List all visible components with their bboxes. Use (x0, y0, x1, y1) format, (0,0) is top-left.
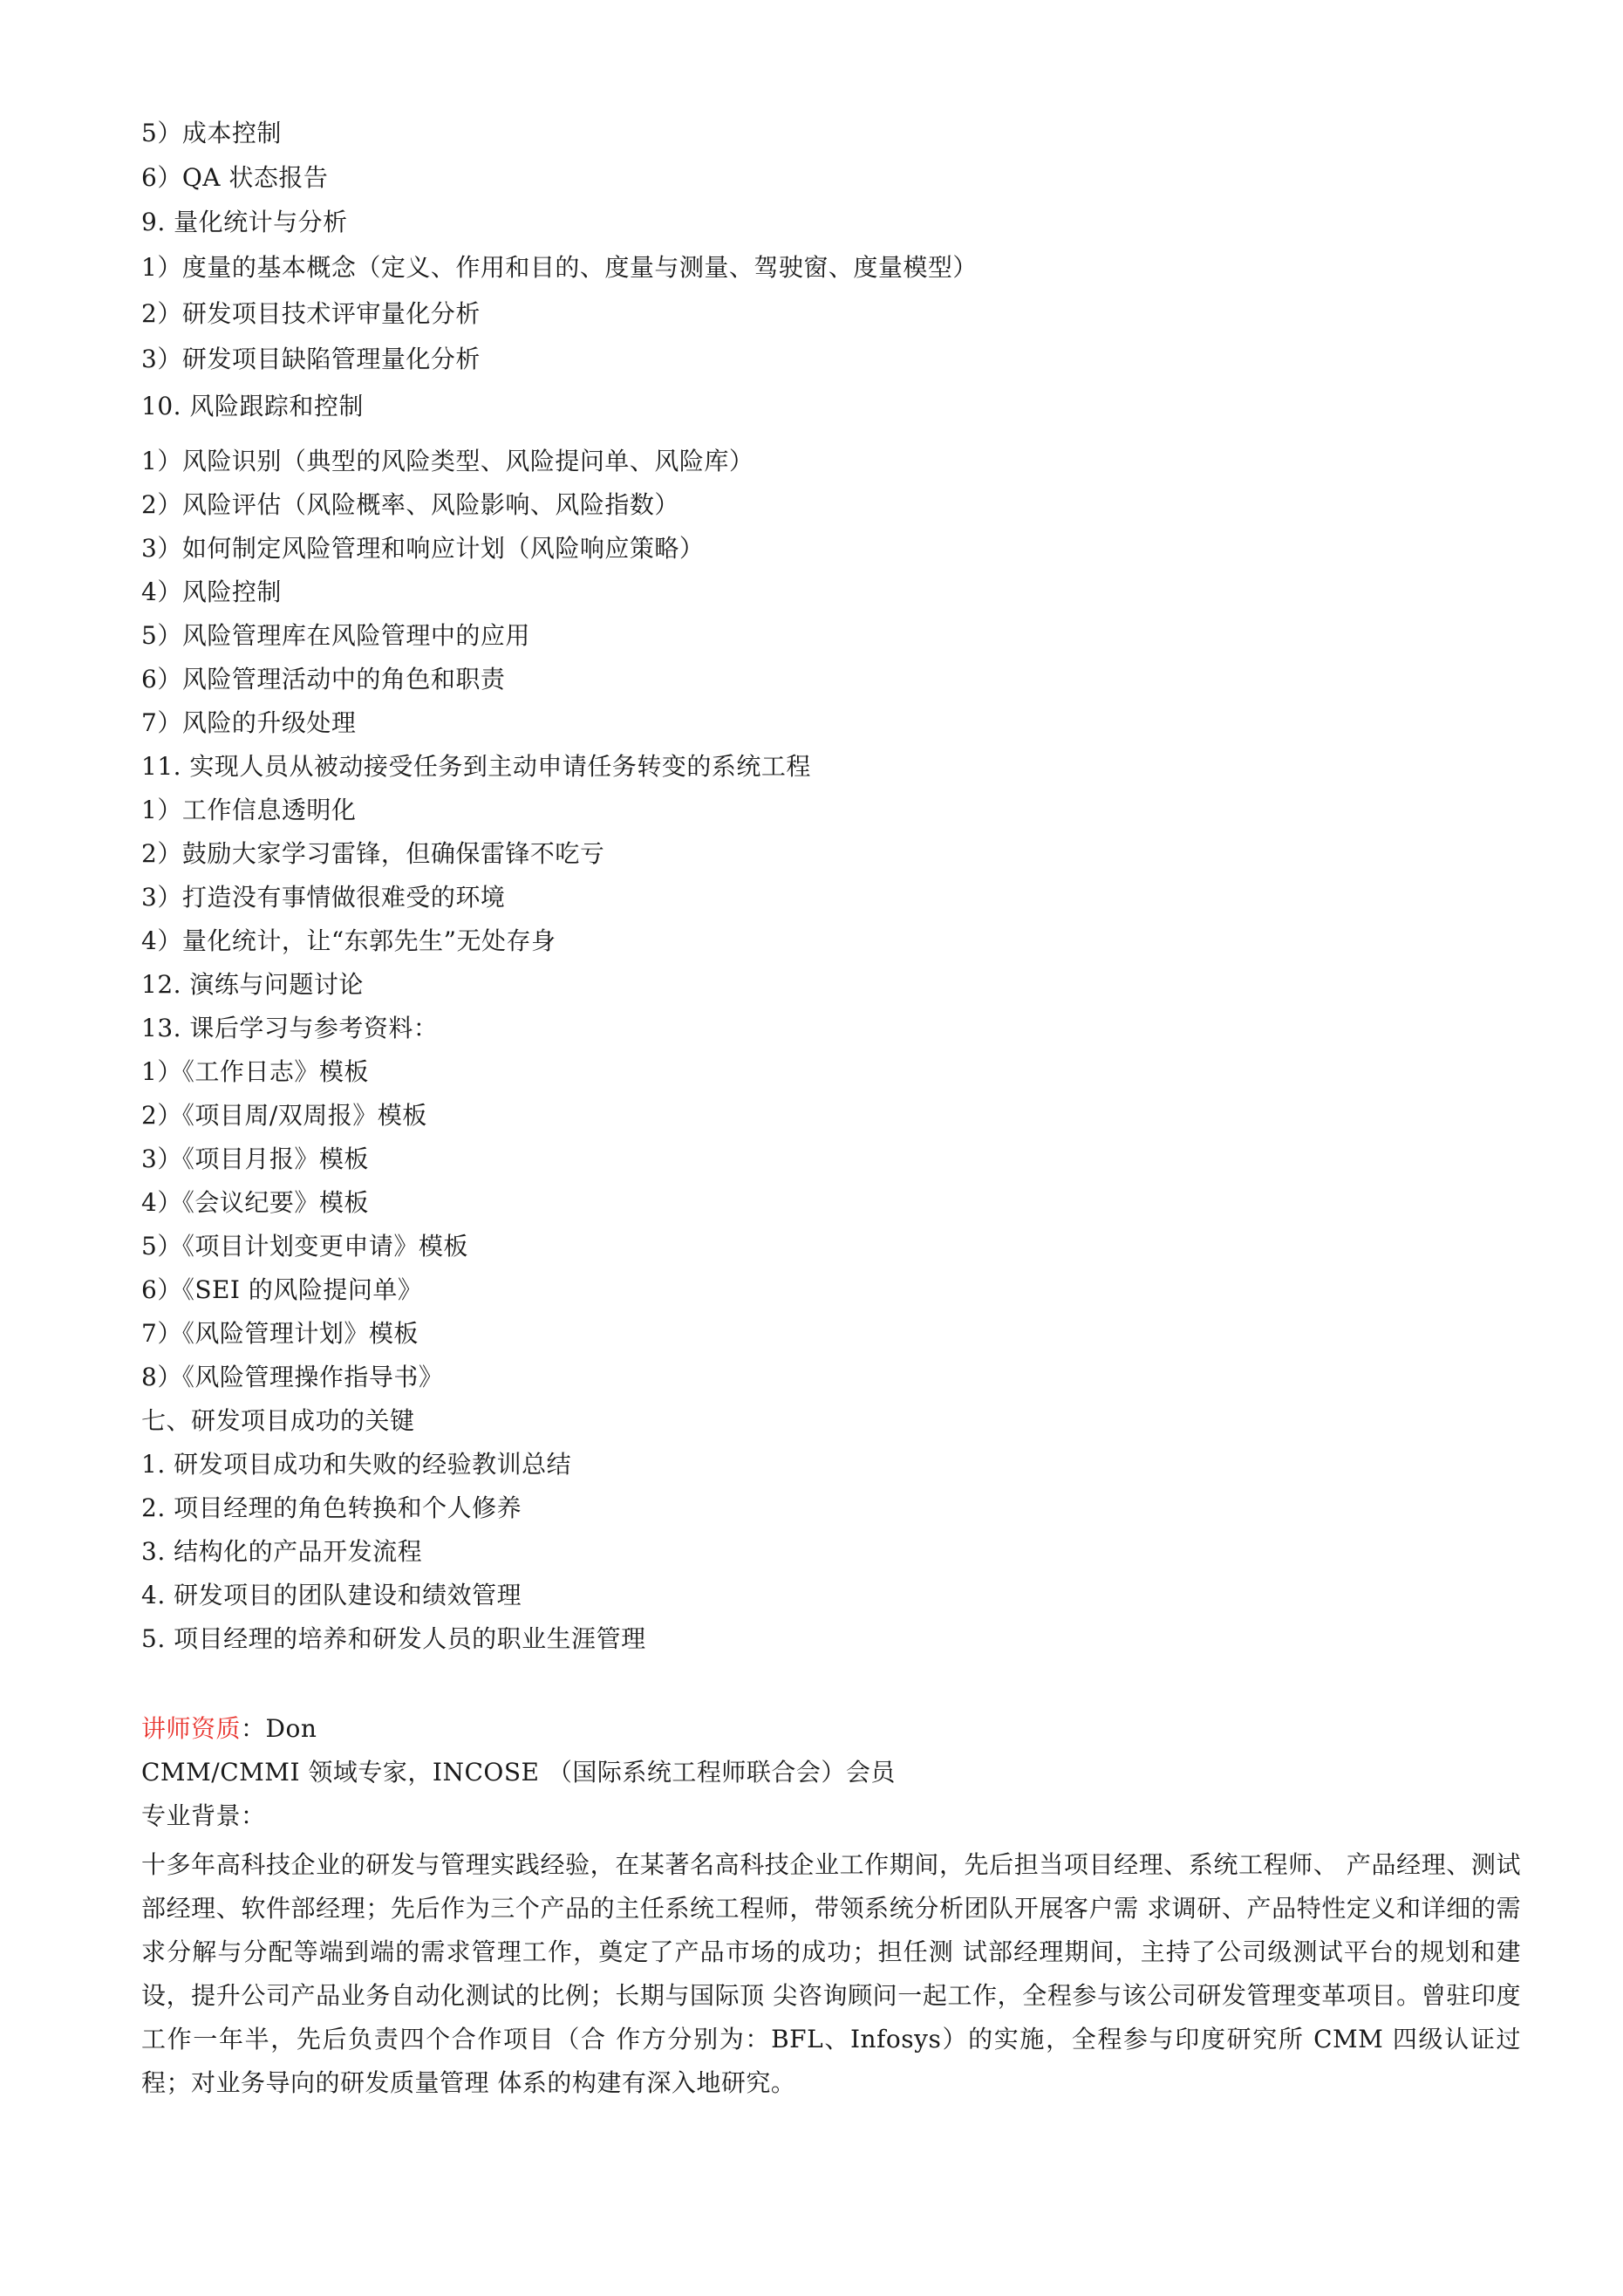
list-item: 3. 结构化的产品开发流程 (141, 1537, 423, 1566)
list-item: 2. 项目经理的角色转换和个人修养 (141, 1493, 522, 1522)
list-item: 7）风险的升级处理 (141, 708, 357, 737)
list-item: 2）鼓励大家学习雷锋，但确保雷锋不吃亏 (141, 839, 605, 868)
list-item: 8）《风险管理操作指导书》 (141, 1363, 444, 1391)
instructor-bio: 十多年高科技企业的研发与管理实践经验，在某著名高科技企业工作期间，先后担当项目经理、系统工程师、 产品经理、测试部经理、软件部经理；先后作为三个产品的主任系统工程师，带领系统分析团队开展客户需 求调研、产品特性定义和详细的需求分解与分配等端到端的需求管理工作，奠定了产品市场的成功；担任测 试部经理期间，主持了公司级测试平台的规划和建设，提升公司产品业务自动化测试的比例；长期与国际顶 尖咨询顾问一起工作，全程参与该公司研发管理变革项目。曾驻印度工作一年半，先后负责四个合作项目（合 作方分别为：BFL、Infosys）的实施，全程参与印度研究所 CMM 四级认证过程；对业务导向的研发质量管理 体系的构建有深入地研究。 (141, 1850, 1521, 2097)
list-item: 6）风险管理活动中的角色和职责 (141, 665, 506, 694)
list-item: 4）《会议纪要》模板 (141, 1188, 369, 1217)
section-heading: 11. 实现人员从被动接受任务到主动申请任务转变的系统工程 (141, 752, 811, 781)
list-item: 2）研发项目技术评审量化分析 (141, 299, 481, 328)
list-item: 6）QA 状态报告 (141, 163, 329, 192)
list-item: 1）风险识别（典型的风险类型、风险提问单、风险库） (141, 447, 754, 475)
section-heading: 9. 量化统计与分析 (141, 208, 348, 236)
list-item: 5）《项目计划变更申请》模板 (141, 1232, 468, 1261)
chapter-heading: 七、研发项目成功的关键 (141, 1406, 415, 1435)
list-item: 4）量化统计，让“东郭先生”无处存身 (141, 926, 556, 955)
list-item: 1）度量的基本概念（定义、作用和目的、度量与测量、驾驶窗、度量模型） (141, 253, 978, 282)
list-item: 6）《SEI 的风险提问单》 (141, 1275, 423, 1304)
list-item: 1）工作信息透明化 (141, 796, 357, 824)
list-item: 2）风险评估（风险概率、风险影响、风险指数） (141, 490, 679, 519)
section-heading: 12. 演练与问题讨论 (141, 970, 364, 999)
instructor-label: 讲师资质 (141, 1714, 242, 1743)
list-item: 4. 研发项目的团队建设和绩效管理 (141, 1581, 522, 1609)
section-heading: 13. 课后学习与参考资料： (141, 1014, 439, 1042)
list-item: 2）《项目周/双周报》模板 (141, 1101, 427, 1130)
list-item: 3）打造没有事情做很难受的环境 (141, 883, 506, 912)
section-heading: 10. 风险跟踪和控制 (141, 392, 364, 420)
list-item: 1. 研发项目成功和失败的经验教训总结 (141, 1450, 572, 1479)
list-item: 3）如何制定风险管理和响应计划（风险响应策略） (141, 534, 705, 563)
background-label: 专业背景： (141, 1801, 266, 1830)
instructor-heading (141, 1712, 317, 1746)
instructor-name: ：Don (241, 1714, 317, 1743)
list-item: 3）《项目月报》模板 (141, 1145, 369, 1173)
list-item: 4）风险控制 (141, 577, 282, 606)
instructor-credentials: CMM/CMMI 领域专家，INCOSE （国际系统工程师联合会）会员 (141, 1758, 896, 1787)
list-item: 7）《风险管理计划》模板 (141, 1319, 419, 1348)
list-item: 5）风险管理库在风险管理中的应用 (141, 621, 530, 650)
list-item: 3）研发项目缺陷管理量化分析 (141, 345, 481, 373)
list-item: 5. 项目经理的培养和研发人员的职业生涯管理 (141, 1624, 646, 1653)
list-item: 1）《工作日志》模板 (141, 1057, 369, 1086)
list-item: 5）成本控制 (141, 119, 282, 147)
